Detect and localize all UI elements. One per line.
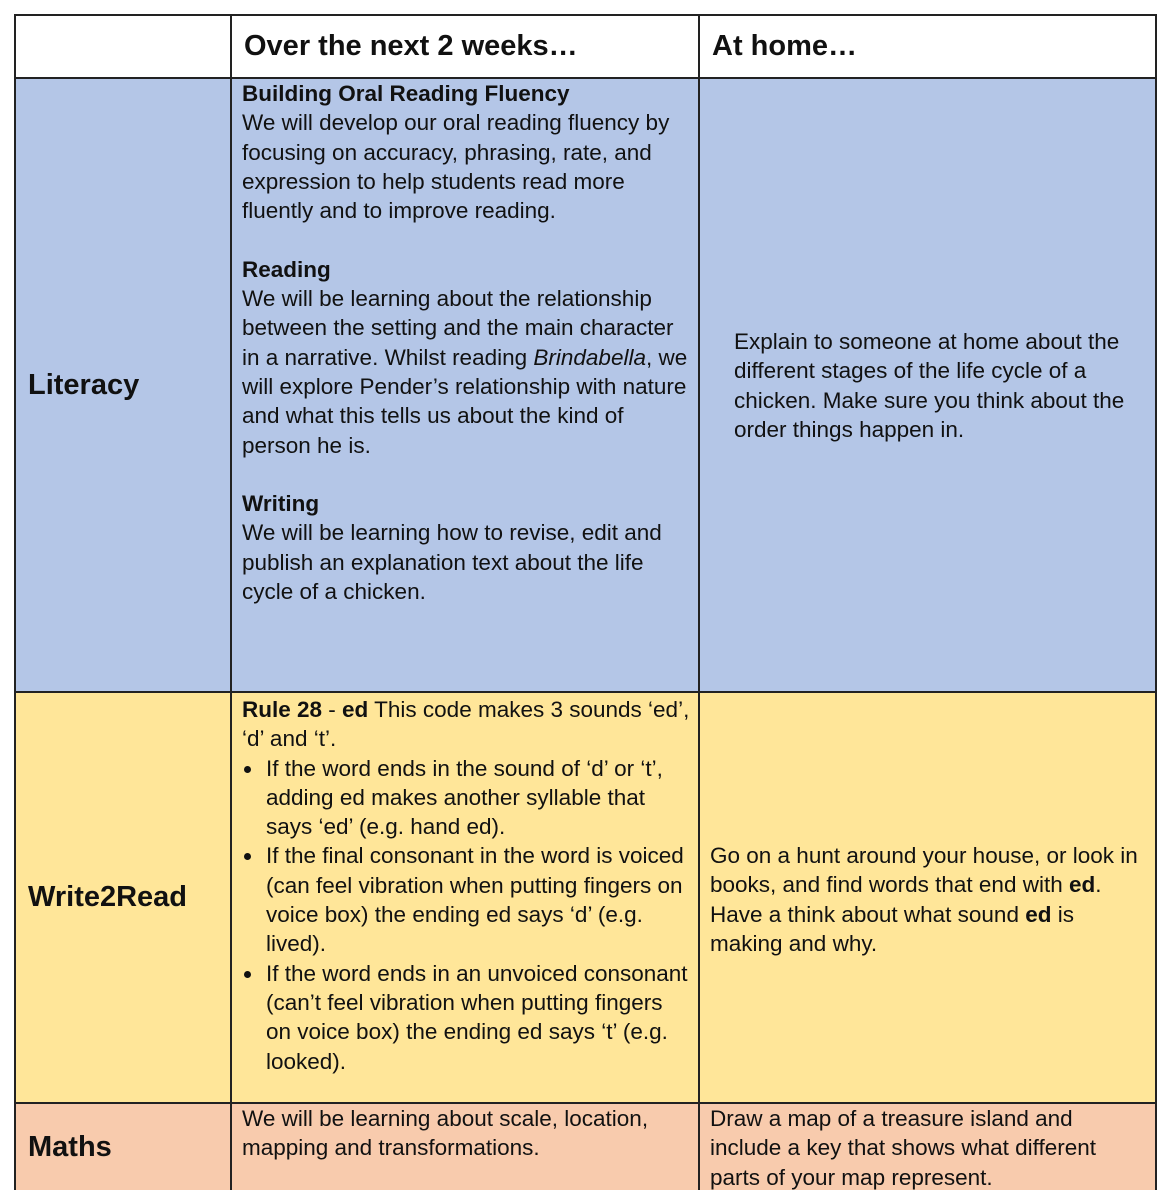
- write2read-rule-text: This code makes 3 sounds ‘ed’, ‘d’ and ‘t’.: [242, 697, 690, 752]
- maths-plan-cell: [232, 1104, 698, 1190]
- write2read-label-cell: [16, 693, 230, 1102]
- list-item: [242, 841, 690, 958]
- literacy-reading-text: [242, 284, 688, 460]
- literacy-home-text: Explain to someone at home about the different stages of the life cycle of a chicken. Make sure you think about the order things happen in.: [734, 329, 1125, 442]
- literacy-reading-text-a: We will be learning about the relationship between the setting and the main character in a narrative. Whilst reading: [242, 286, 674, 370]
- header-next-two-weeks-label: Over the next 2 weeks…: [244, 30, 578, 62]
- literacy-label: Literacy: [28, 368, 140, 401]
- row-divider: [16, 691, 1155, 693]
- curriculum-table: [14, 14, 1157, 1190]
- row-divider: [16, 77, 1155, 79]
- write2read-bullet-text: If the final consonant in the word is voiced (can feel vibration when putting fingers on voice box) the ending ed says ‘d’ (e.g. lived).: [266, 843, 684, 957]
- maths-label-cell: [16, 1104, 230, 1190]
- write2read-home-text: [710, 841, 1147, 958]
- write2read-rule-dash: -: [322, 697, 343, 722]
- write2read-rule-title: Rule 28: [242, 697, 323, 722]
- literacy-plan-cell: [232, 79, 698, 691]
- write2read-home-code-2: ed: [1025, 901, 1052, 927]
- write2read-bullet-list: [242, 754, 690, 1076]
- bullet-icon: [244, 853, 251, 860]
- literacy-fluency-title: Building Oral Reading Fluency: [242, 81, 570, 106]
- header-at-home-label: At home…: [712, 30, 857, 62]
- write2read-bullet-text: If the word ends in the sound of ‘d’ or ‘t’, adding ed makes another syllable that says ‘ed’ (e.g. hand ed).: [266, 755, 663, 840]
- write2read-rule-code: ed: [342, 697, 369, 722]
- write2read-plan-cell: [232, 693, 698, 1102]
- bullet-icon: [244, 971, 251, 978]
- maths-home-text: Draw a map of a treasure island and include a key that shows what different parts of your map represent.: [710, 1106, 1097, 1190]
- bullet-icon: [244, 766, 251, 773]
- column-divider: [230, 16, 232, 1188]
- literacy-writing-title: Writing: [242, 491, 320, 517]
- write2read-home-text-b: . Have a think about what sound: [710, 872, 1102, 927]
- maths-label: Maths: [28, 1130, 112, 1163]
- write2read-bullet-text: If the word ends in an unvoiced consonant (can’t feel vibration when putting fingers on voice box) the ending ed says ‘t’ (e.g. looked).: [266, 960, 688, 1074]
- write2read-home-code-1: ed: [1068, 872, 1096, 898]
- header-empty-cell: [16, 16, 230, 77]
- write2read-home-cell: [700, 693, 1155, 1102]
- write2read-home-text-a: Go on a hunt around your house, or look in books, and find words that end with: [710, 843, 1138, 898]
- maths-home-cell: [700, 1104, 1155, 1190]
- literacy-label-cell: [16, 79, 230, 691]
- header-at-home: [700, 16, 1155, 77]
- row-divider: [16, 1102, 1155, 1104]
- write2read-home-text-c: is making and why.: [710, 901, 1074, 956]
- literacy-writing-text: We will be learning how to revise, edit and publish an explanation text about the life cycle of a chicken.: [242, 520, 662, 605]
- header-next-two-weeks: [232, 16, 698, 77]
- literacy-reading-book: Brindabella: [533, 344, 646, 370]
- literacy-home-cell: [700, 79, 1155, 691]
- write2read-rule: [242, 695, 690, 754]
- literacy-reading-title: Reading: [242, 256, 331, 282]
- write2read-label: Write2Read: [28, 881, 188, 913]
- maths-plan-text: We will be learning about scale, location, mapping and transformations.: [242, 1106, 649, 1161]
- column-divider: [698, 16, 700, 1188]
- literacy-fluency-text: We will develop our oral reading fluency by focusing on accuracy, phrasing, rate, and expression to help students read more fluently and to improve reading.: [242, 110, 670, 224]
- list-item: [242, 754, 690, 842]
- list-item: [242, 959, 690, 1076]
- literacy-reading-text-b: , we will explore Pender’s relationship with nature and what this tells us about the kind of person he is.: [242, 344, 688, 458]
